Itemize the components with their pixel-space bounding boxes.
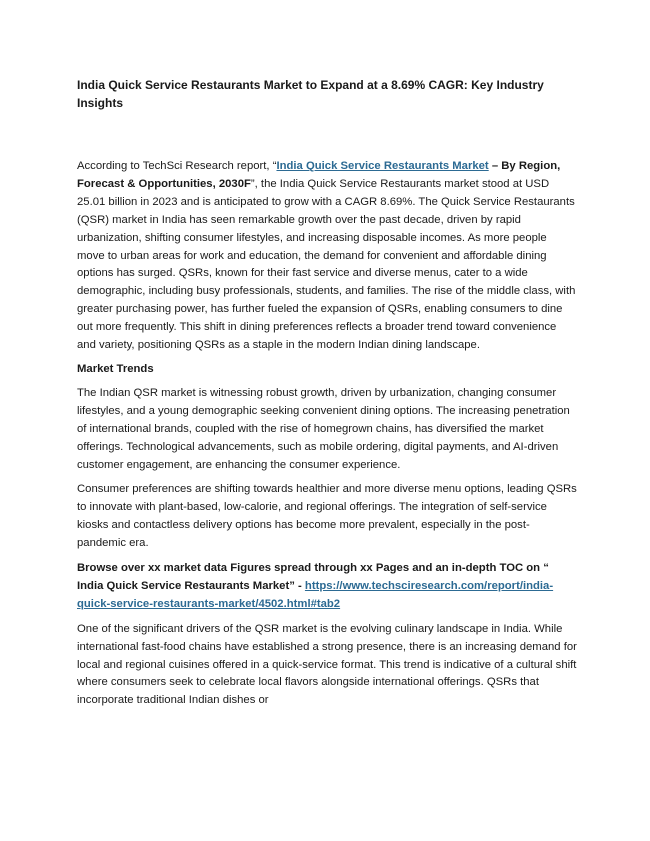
report-link[interactable]: India Quick Service Restaurants Market [276,160,489,172]
market-trends-heading: Market Trends [77,362,154,375]
report-title-rest: – By Region, Forecast & Opportunities, 2030F [77,160,561,190]
market-trends-paragraph-2: Consumer preferences are shifting towards healthier and more diverse menu options, leading QSRs to innovate with plant-based, low-calorie, and regional offerings. The integration of self-service kiosks and contactless delivery options has become more prevalent, especially in the post-pandemic era. [77,483,577,550]
drivers-paragraph: One of the significant drivers of the QSR market is the evolving culinary landscape in India. While international fast-food chains have established a strong presence, there is an increasing demand for local and regional cuisines offered in a quick-service format. This trend is indicative of a cultural shift where consumers seek to celebrate local flavors alongside international offerings. QSRs that incorporate traditional Indian dishes or [77,622,577,707]
browse-url-link[interactable]: https://www.techsciresearch.com/report/india-quick-service-restaurants-market/4502.html#tab2 [77,579,554,610]
browse-text: Browse over xx market data Figures spread through xx Pages and an in-depth TOC on “ India Quick Service Restaurants Market” - [77,562,549,592]
document-page [77,76,577,710]
browse-paragraph [77,560,577,614]
intro-body: ”, the India Quick Service Restaurants market stood at USD 25.01 billion in 2023 and is anticipated to grow with a CAGR 8.69%. The Quick Service Restaurants (QSR) market in India has seen remarkable growth over the past decade, driven by rapid urbanization, shifting consumer lifestyles, and increasing disposable incomes. As more people move to urban areas for work and education, the demand for convenient and affordable dining options has surged. QSRs, known for their fast service and diverse menus, cater to a wide demographic, including busy professionals, students, and families. The rise of the middle class, with greater purchasing power, has further fueled the expansion of QSRs, enabling consumers to dine out more frequently. This shift in dining preferences reflects a broader trend toward convenience and variety, positioning QSRs as a staple in the modern Indian dining landscape. [77,177,576,352]
document-title: India Quick Service Restaurants Market to Expand at a 8.69% CAGR: Key Industry Insights [77,78,544,110]
market-trends-paragraph-1: The Indian QSR market is witnessing robust growth, driven by urbanization, changing consumer lifestyles, and a young demographic seeking convenient dining options. The increasing penetration of international brands, coupled with the rise of homegrown chains, has diversified the market offerings. Technological advancements, such as mobile ordering, digital payments, and AI-driven customer engagement, are enhancing the consumer experience. [77,386,570,471]
intro-lead: According to TechSci Research report, “ [77,160,277,172]
intro-paragraph [77,158,577,355]
